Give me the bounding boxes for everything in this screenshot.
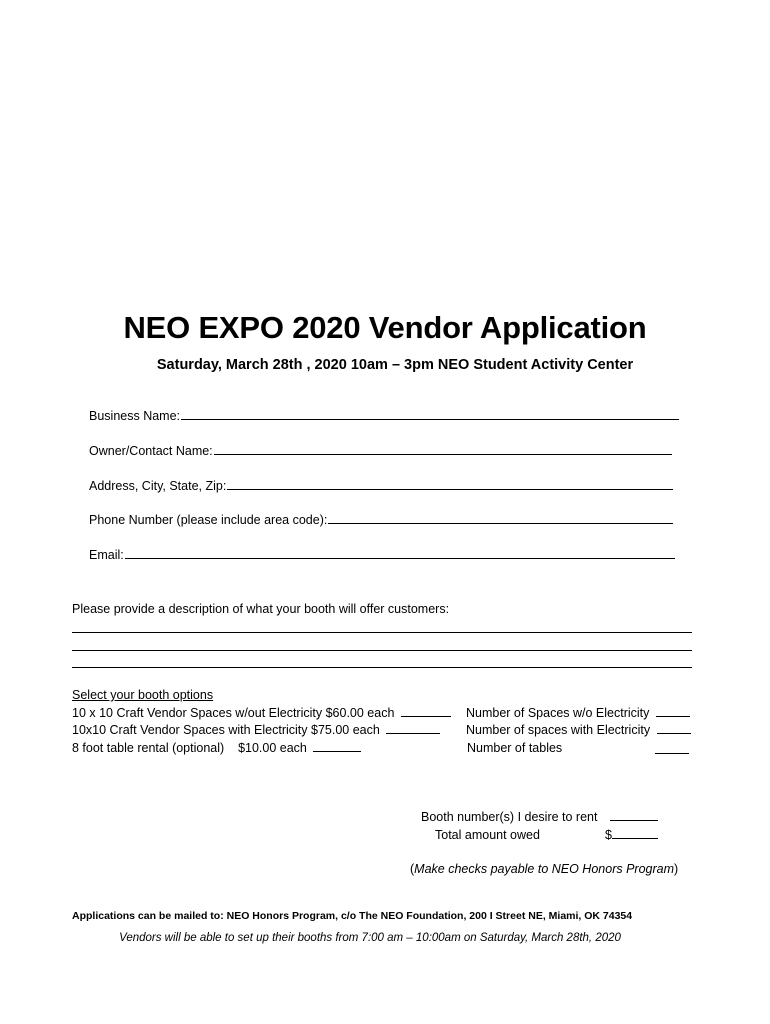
email-line[interactable] — [125, 547, 675, 559]
description-prompt: Please provide a description of what your booth will offer customers: — [72, 602, 450, 616]
table-rental-option — [72, 741, 361, 755]
business-name-label: Business Name: — [89, 409, 181, 423]
phone-label: Phone Number (please include area code): — [89, 513, 328, 527]
address-field[interactable] — [89, 478, 673, 493]
spaces-no-electricity-label: Number of Spaces w/o Electricity — [466, 706, 650, 720]
spaces-no-electricity-count — [466, 706, 690, 720]
tables-count-label: Number of tables — [467, 741, 563, 755]
tables-count-blank[interactable] — [655, 743, 689, 754]
table-rental-label: 8 foot table rental (optional) $10.00 each — [72, 741, 307, 755]
page-title: NEO EXPO 2020 Vendor Application — [123, 310, 647, 345]
spaces-with-electricity-blank[interactable] — [657, 723, 691, 734]
checks-note-text: Make checks payable to NEO Honors Program — [414, 862, 675, 876]
checks-note-close: ) — [674, 862, 679, 876]
spaces-with-electricity-label: Number of spaces with Electricity — [466, 723, 651, 737]
booth-option-with-electricity-label: 10x10 Craft Vendor Spaces with Electricity $75.00 each — [72, 723, 380, 737]
address-label: Address, City, State, Zip: — [89, 479, 227, 493]
booth-numbers-row — [421, 810, 658, 824]
booth-numbers-blank[interactable] — [610, 810, 658, 821]
booth-option-with-electricity — [72, 723, 440, 737]
booth-option-no-electricity — [72, 706, 451, 720]
booth-options-heading: Select your booth options — [72, 688, 214, 702]
spaces-with-electricity-count — [466, 723, 691, 737]
address-line[interactable] — [227, 478, 673, 490]
total-owed-row — [435, 828, 540, 842]
checks-note-open: ( — [410, 862, 415, 876]
spaces-no-electricity-blank[interactable] — [656, 706, 690, 717]
description-line-1[interactable] — [72, 632, 692, 633]
email-label: Email: — [89, 548, 124, 562]
booth-numbers-label: Booth number(s) I desire to rent — [421, 810, 598, 824]
booth-option-with-electricity-blank[interactable] — [386, 723, 440, 734]
booth-option-no-electricity-blank[interactable] — [401, 706, 451, 717]
owner-contact-line[interactable] — [214, 443, 672, 455]
business-name-field[interactable] — [89, 408, 679, 423]
email-field[interactable] — [89, 547, 675, 562]
total-owed-amount — [605, 828, 658, 842]
phone-field[interactable] — [89, 512, 673, 527]
tables-count — [467, 741, 562, 755]
total-owed-label: Total amount owed — [435, 828, 540, 842]
currency-symbol: $ — [605, 828, 612, 842]
description-line-3[interactable] — [72, 667, 692, 668]
business-name-line[interactable] — [181, 408, 679, 420]
phone-line[interactable] — [328, 512, 673, 524]
total-owed-blank[interactable] — [612, 828, 658, 839]
setup-note: Vendors will be able to set up their booths from 7:00 am – 10:00am on Saturday, March 28th, 2020 — [119, 932, 621, 944]
table-rental-blank[interactable] — [313, 741, 361, 752]
event-details: Saturday, March 28th , 2020 10am – 3pm NEO Student Activity Center — [156, 357, 634, 373]
description-line-2[interactable] — [72, 650, 692, 651]
booth-option-no-electricity-label: 10 x 10 Craft Vendor Spaces w/out Electricity $60.00 each — [72, 706, 395, 720]
checks-payable-note — [410, 862, 678, 876]
owner-contact-field[interactable] — [89, 443, 672, 458]
owner-contact-label: Owner/Contact Name: — [89, 444, 213, 458]
mailing-address: Applications can be mailed to: NEO Honors Program, c/o The NEO Foundation, 200 I Street NE, Miami, OK 74354 — [72, 910, 633, 922]
